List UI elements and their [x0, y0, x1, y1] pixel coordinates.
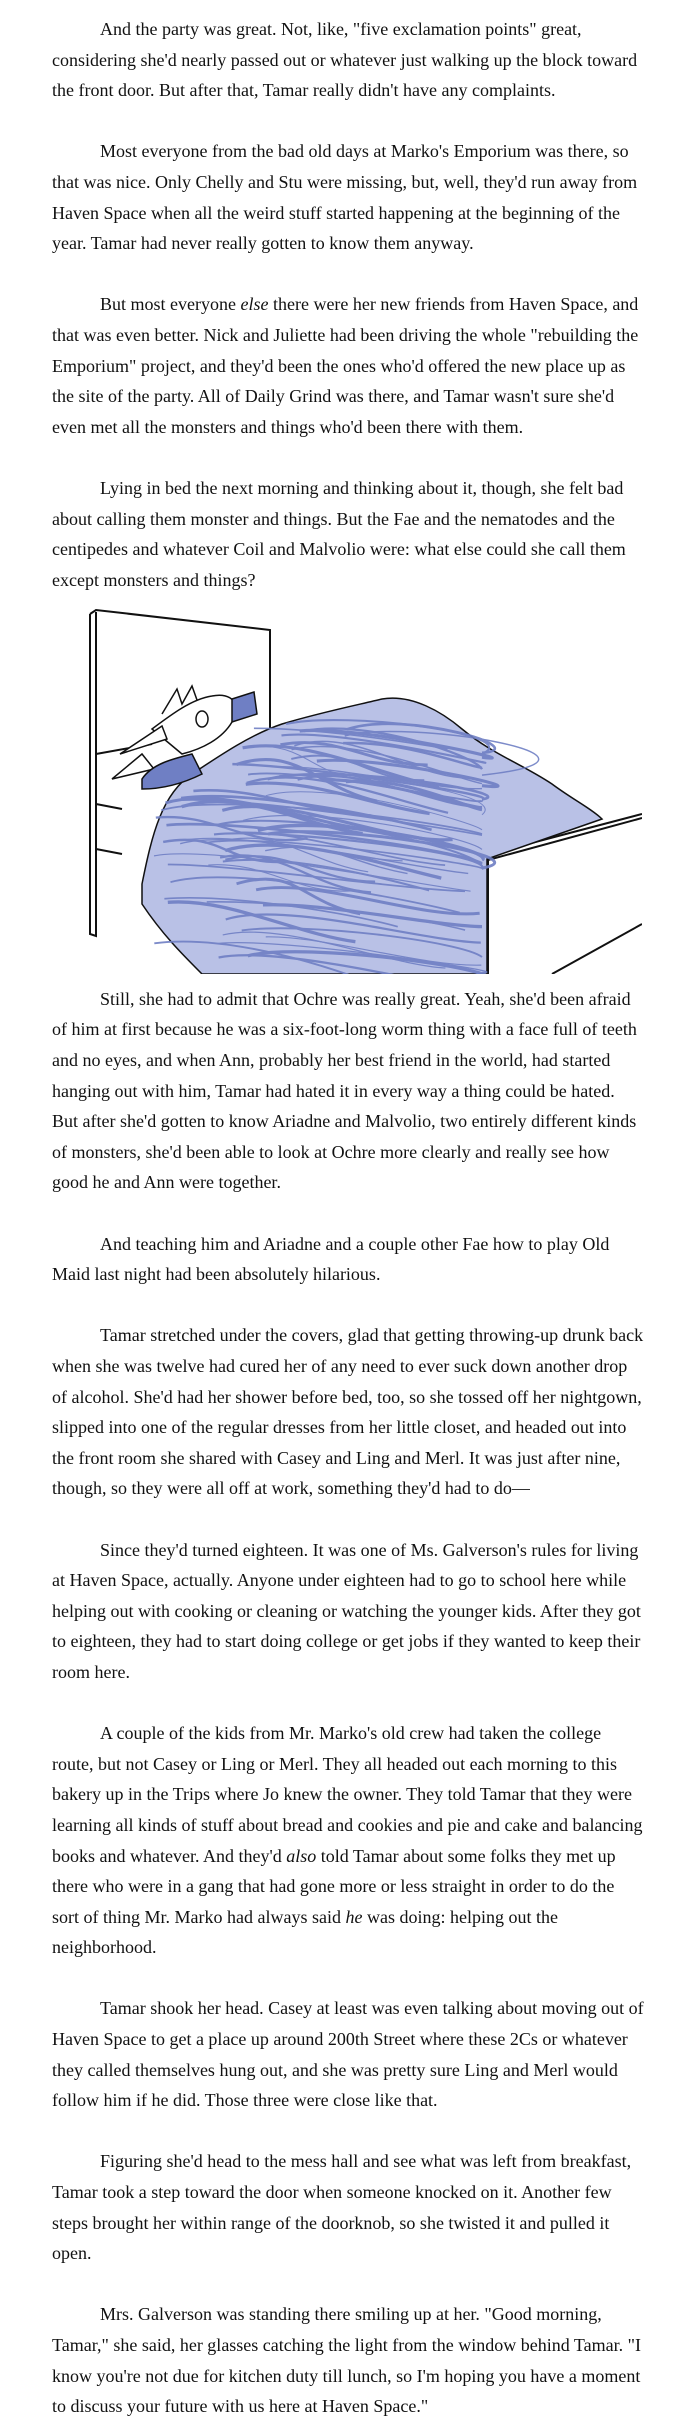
- story-section-after-image: [52, 984, 645, 2422]
- paragraph-text: Tamar shook her head. Casey at least was even talking about moving out of Haven Space to get a place up around 200th Street where these 2Cs or whatever they called themselves hung out, and she was pretty sure Ling and Merl would follow him if he did. Those three were close like that.: [52, 1998, 644, 2111]
- paragraph-text: Since they'd turned eighteen. It was one of Ms. Galverson's rules for living at Haven Space, actually. Anyone under eighteen had to go to school here while helping out with cooking or cleaning or watching the younger kids. After they got to eighteen, they had to start doing college or get jobs if they wanted to keep their room here.: [52, 1539, 641, 1682]
- story-section-before-image: [52, 14, 645, 595]
- paragraph-text: there were her new friends from Haven Space, and that was even better. Nick and Juliette had been driving the whole "rebuilding the Emporium" project, and they'd been the ones who'd offered the new place up as the site of the party. All of Daily Grind was there, and Tamar wasn't sure she'd even met all the monsters and things who'd been there with them.: [52, 294, 639, 437]
- paragraph-text: And teaching him and Ariadne and a couple other Fae how to play Old Maid last night had been absolutely hilarious.: [52, 1233, 610, 1285]
- paragraph-text: Still, she had to admit that Ochre was really great. Yeah, she'd been afraid of him at first because he was a six-foot-long worm thing with a face full of teeth and no eyes, and when Ann, probably her best friend in the world, had started hanging out with him, Tamar had hated it in every way a thing could be hated. But after she'd gotten to know Ariadne and Malvolio, two entirely different kinds of monsters, she'd been able to look at Ochre more clearly and really see how good he and Ann were together.: [52, 988, 637, 1193]
- emphasized-text: else: [240, 294, 269, 315]
- paragraph-text: told Tamar about some folks they met up there who were in a gang that had gone more or less straight in order to do the sort of thing Mr. Marko had always said: [52, 1845, 616, 1927]
- emphasized-text: he: [345, 1906, 363, 1927]
- paragraph-text: was doing: helping out the neighborhood.: [52, 1906, 558, 1958]
- paragraph-text: Lying in bed the next morning and thinking about it, though, she felt bad about calling them monster and things. But the Fae and the nematodes and the centipedes and whatever Coil and Malvolio were: what else could she call them except monsters and things?: [52, 477, 626, 590]
- story-paragraph: [52, 289, 645, 442]
- paragraph-text: Tamar stretched under the covers, glad that getting throwing-up drunk back when she was twelve had cured her of any need to ever suck down another drop of alcohol. She'd had her shower before bed, too, so she tossed off her nightgown, slipped into one of the regular dresses from her little closet, and headed out into the front room she shared with Casey and Ling and Merl. It was just after nine, though, so they were all off at work, something they'd had to do—: [52, 1325, 644, 1499]
- story-paragraph: [52, 1535, 645, 1688]
- story-paragraph: [52, 1718, 645, 1963]
- paragraph-text: Figuring she'd head to the mess hall and see what was left from breakfast, Tamar took a step toward the door when someone knocked on it. Another few steps brought her within range of the doorknob, so she twisted it and pulled it open.: [52, 2151, 632, 2264]
- emphasized-text: also: [286, 1845, 317, 1866]
- story-paragraph: [52, 1229, 645, 1290]
- bed-illustration: [82, 604, 642, 974]
- paragraph-text: Most everyone from the bad old days at Marko's Emporium was there, so that was nice. Only Chelly and Stu were missing, but, well, they'd run away from Haven Space when all the weird stuff started happening at the beginning of the year. Tamar had never really gotten to know them anyway.: [52, 141, 638, 254]
- paragraph-text: But most everyone: [100, 294, 241, 315]
- story-paragraph: [52, 2299, 645, 2421]
- story-paragraph: [52, 1993, 645, 2115]
- story-paragraph: [52, 1320, 645, 1504]
- story-paragraph: [52, 136, 645, 258]
- story-paragraph: [52, 473, 645, 595]
- story-paragraph: [52, 2146, 645, 2268]
- story-paragraph: [52, 984, 645, 1198]
- paragraph-text: A couple of the kids from Mr. Marko's old crew had taken the college route, but not Casey or Ling or Merl. They all headed out each morning to this bakery up in the Trips where Jo knew the owner. They told Tamar that they were learning all kinds of stuff about bread and cookies and pie and cake and balancing books and whatever. And they'd: [52, 1723, 643, 1866]
- story-paragraph: [52, 14, 645, 106]
- paragraph-text: Mrs. Galverson was standing there smiling up at her. "Good morning, Tamar," she said, her glasses catching the light from the window behind Tamar. "I know you're not due for kitchen duty till lunch, so I'm hoping you have a moment to discuss your future with us here at Haven Space.": [52, 2304, 641, 2417]
- paragraph-text: And the party was great. Not, like, "five exclamation points" great, considering she'd nearly passed out or whatever just walking up the block toward the front door. But after that, Tamar really didn't have any complaints.: [52, 19, 638, 101]
